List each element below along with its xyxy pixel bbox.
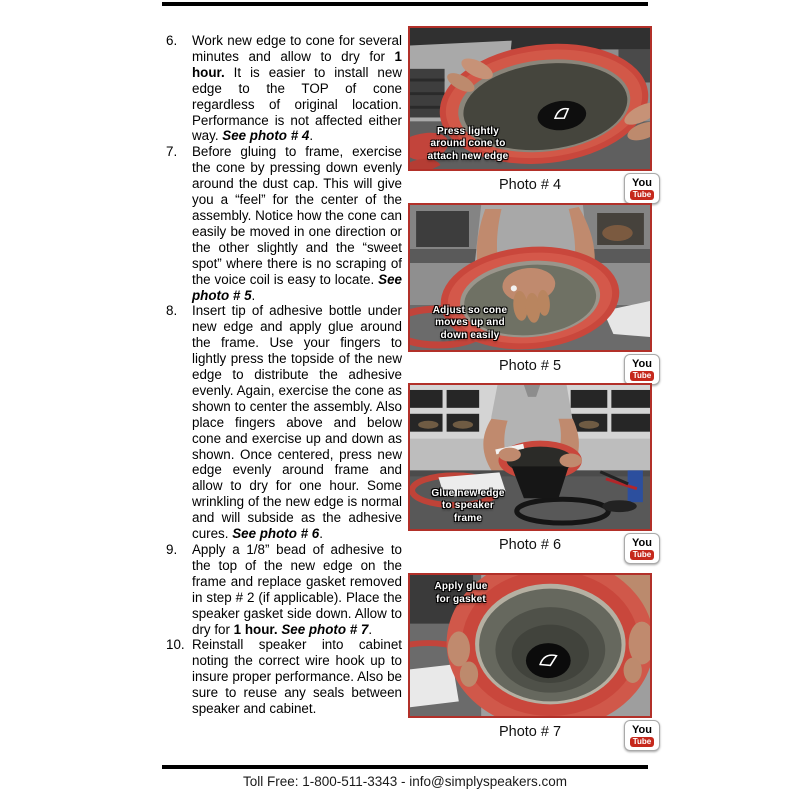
youtube-icon-text: You <box>632 176 652 189</box>
youtube-icon-badge: Tube <box>630 371 655 381</box>
step-item <box>162 303 402 542</box>
step-text: Before gluing to frame, exercise the cone by pressing down evenly around the dust cap. This will give you a “feel” for the center of the assembly. Notice how the cone can easily be moved in one direction or the other slightly and the “sweet spot” where there is no scraping of the voice coil is easy to locate. See photo # 5. <box>192 144 402 303</box>
photo-overlay-caption: Adjust so cone moves up and down easily <box>432 304 508 341</box>
step-text: Reinstall speaker into cabinet noting the correct wire hook up to insure proper performance. Also be sure to reuse any seals between speaker and cabinet. <box>192 637 402 717</box>
youtube-icon-badge: Tube <box>630 190 655 200</box>
photo-7 <box>408 573 652 718</box>
youtube-icon[interactable] <box>624 720 660 751</box>
youtube-icon-text: You <box>632 723 652 736</box>
photo-caption: Photo # 5 <box>498 358 562 374</box>
step-text: Apply a 1/8” bead of adhesive to the top of the new edge on the frame and replace gasket removed in step # 2 (if applicable). Place the speaker gasket side down. Allow to dry for 1 hour. See photo # 7. <box>192 542 402 637</box>
step-number: 7. <box>166 144 178 160</box>
photo-overlay-caption: Glue new edge to speaker frame <box>431 487 505 524</box>
youtube-icon[interactable] <box>624 354 660 385</box>
step-item <box>162 144 402 303</box>
step-item <box>162 33 402 144</box>
youtube-icon-text: You <box>632 536 652 549</box>
photo-block-7 <box>408 573 652 752</box>
step-item <box>162 542 402 637</box>
photo-overlay-caption: Press lightly around cone to attach new edge <box>427 125 509 162</box>
photo-caption: Photo # 4 <box>498 177 562 193</box>
youtube-icon[interactable] <box>624 173 660 204</box>
step-text: Work new edge to cone for several minutes and allow to dry for 1 hour. It is easier to install new edge to the TOP of cone regardless of original location. Performance is not affected either way. See photo # 4. <box>192 33 402 144</box>
instructions-list <box>162 33 402 717</box>
step-number: 9. <box>166 542 178 557</box>
photo-5 <box>408 203 652 352</box>
photo-block-4 <box>408 26 652 205</box>
step-number: 8. <box>166 303 178 319</box>
photo-block-5 <box>408 203 652 386</box>
step-number: 10. <box>166 637 185 653</box>
photo-6 <box>408 383 652 531</box>
photo-caption: Photo # 7 <box>498 724 562 740</box>
youtube-icon-badge: Tube <box>630 737 655 747</box>
photo-overlay-caption: Apply glue for gasket <box>434 581 488 605</box>
photo-4 <box>408 26 652 171</box>
step-text: Insert tip of adhesive bottle under new edge and apply glue around the frame. Use your fingers to lightly press the topside of the new edge to distribute the adhesive evenly. Again, exercise the cone as shown to center the assembly. Also place fingers above and below cone and exercise up and down as shown. Once centered, press new edge evenly around frame and allow to dry for one hour. Some wrinkling of the new edge is normal and will subside as the adhesive cures. See photo # 6. <box>192 303 402 542</box>
step-item <box>162 637 402 717</box>
footer-rule <box>162 765 648 769</box>
footer-contact: Toll Free: 1-800-511-3343 - info@simplyspeakers.com <box>242 774 568 789</box>
youtube-icon-badge: Tube <box>630 550 655 560</box>
top-rule <box>162 2 648 6</box>
photo-block-6 <box>408 383 652 565</box>
youtube-icon-text: You <box>632 357 652 370</box>
photo-caption: Photo # 6 <box>498 537 562 553</box>
step-number: 6. <box>166 33 178 48</box>
youtube-icon[interactable] <box>624 533 660 564</box>
